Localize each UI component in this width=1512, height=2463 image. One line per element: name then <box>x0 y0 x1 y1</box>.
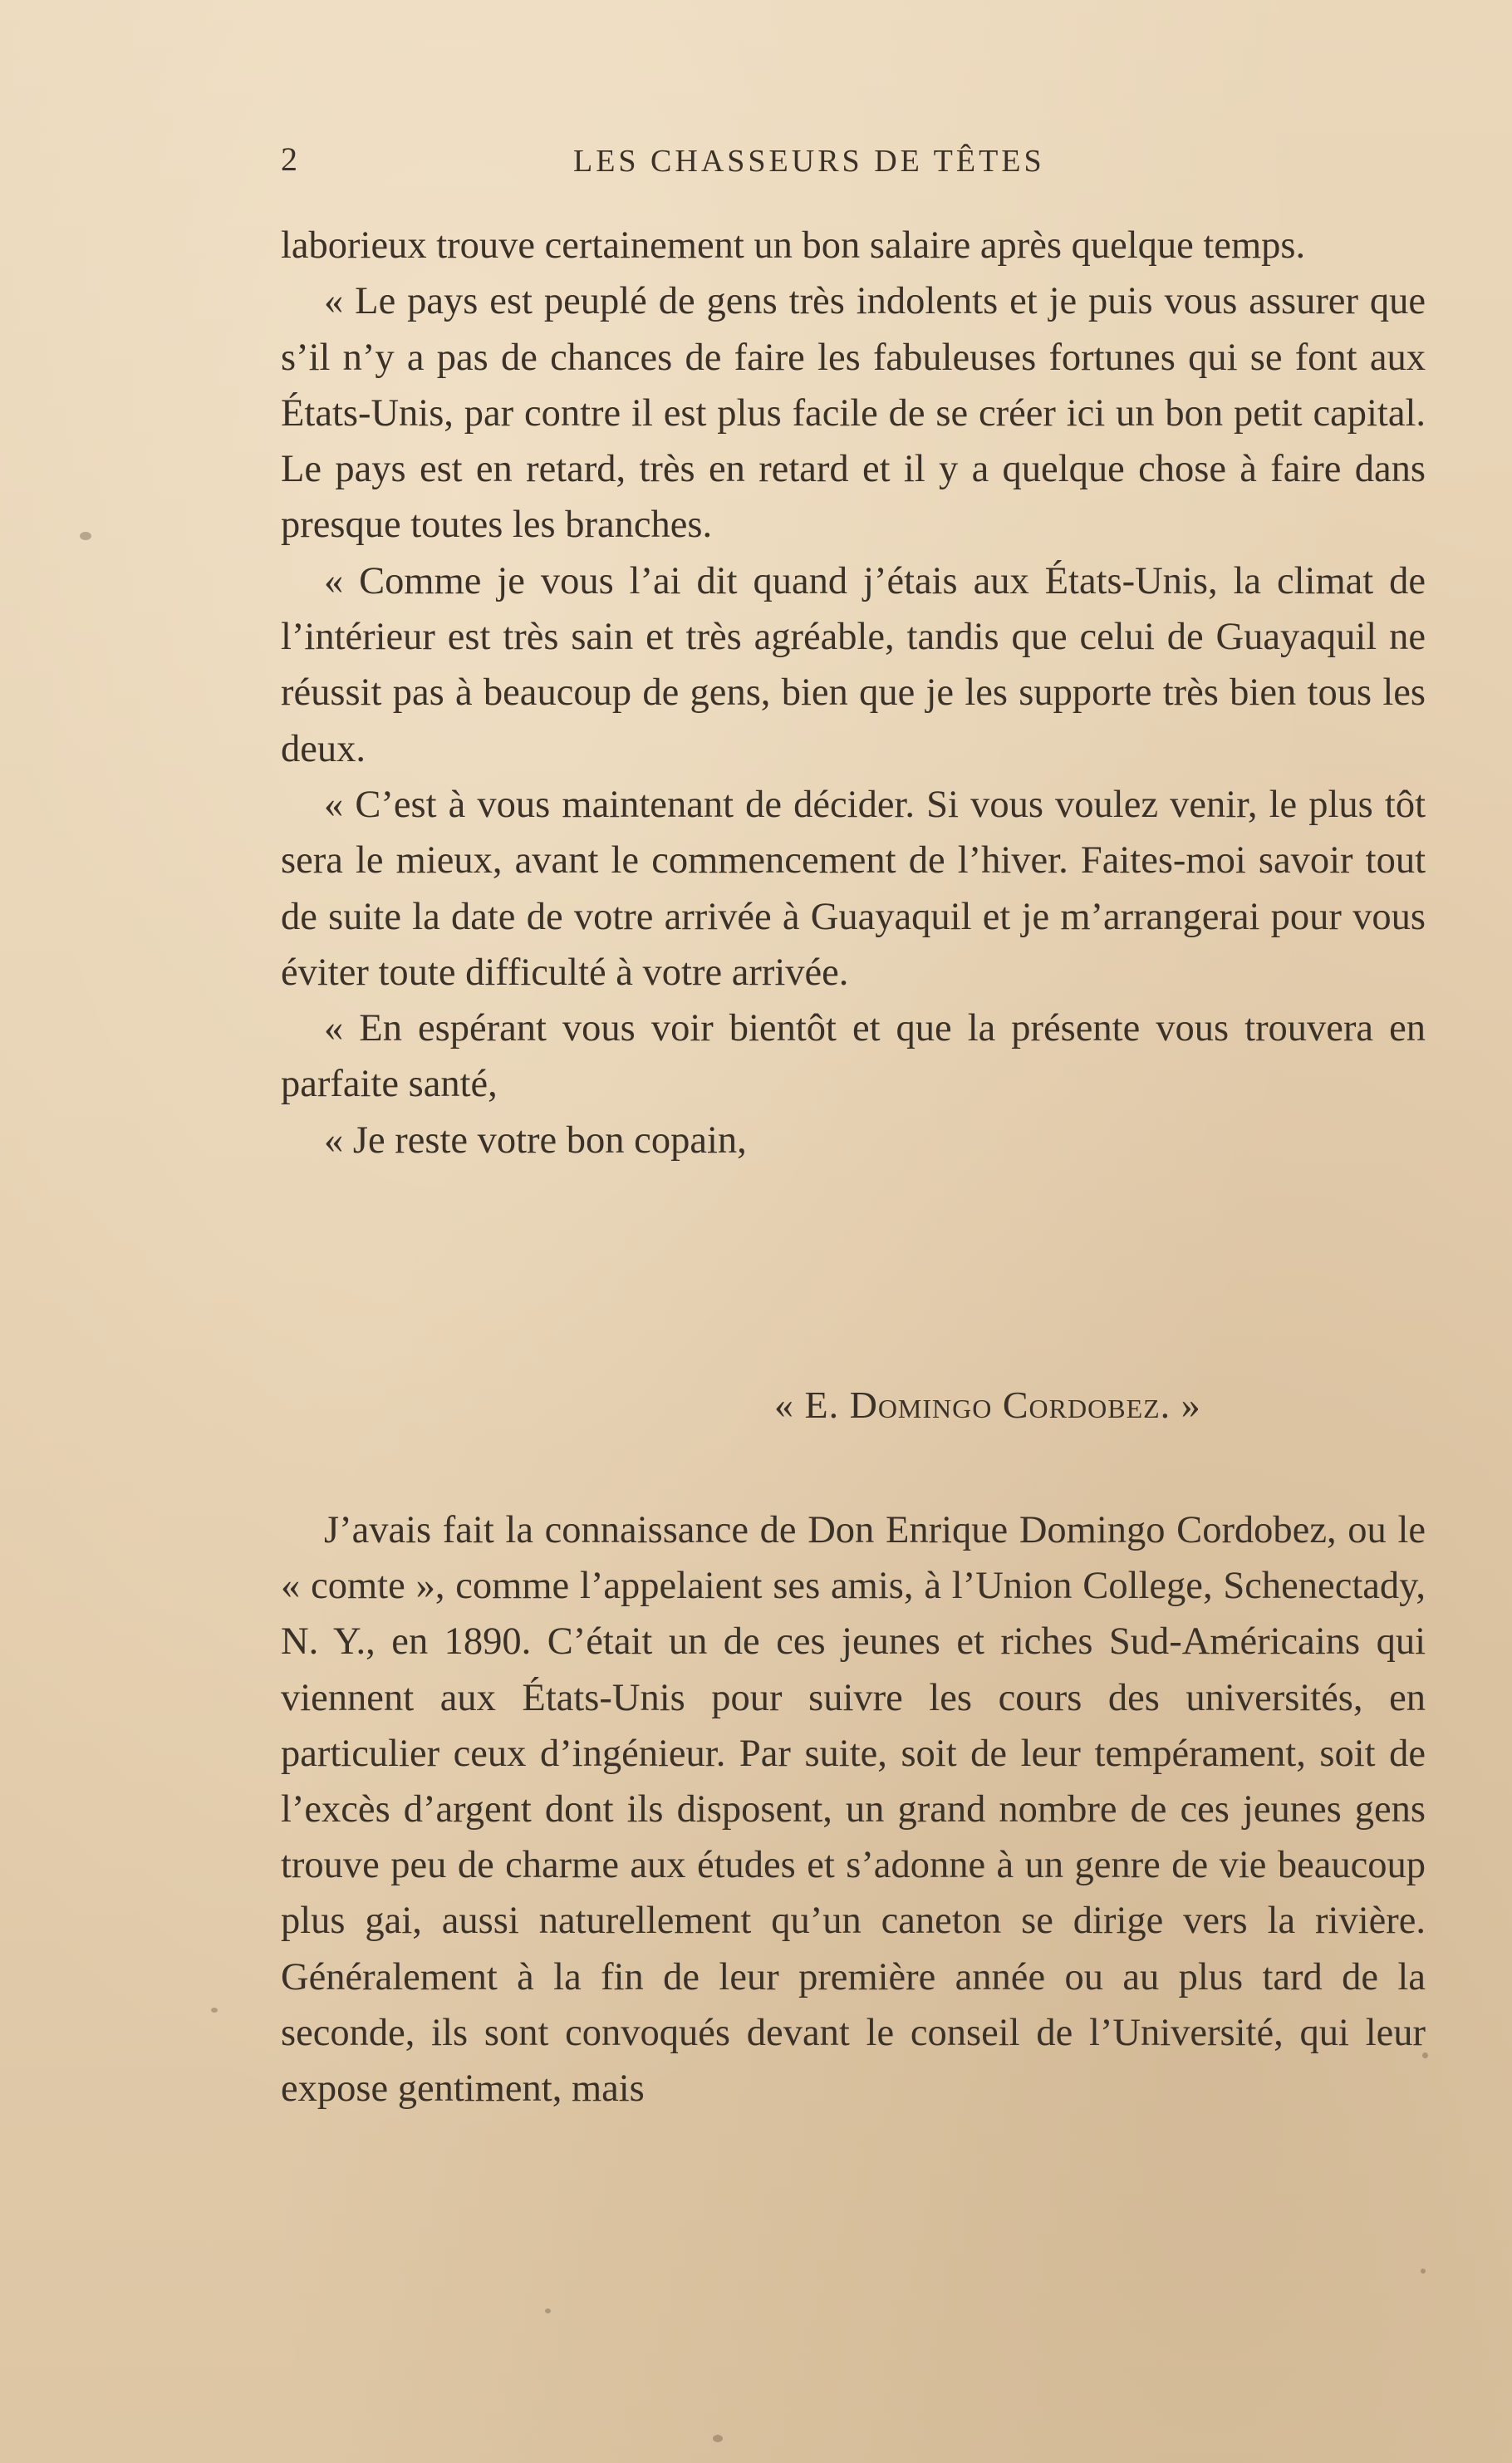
paper-speck <box>545 2308 551 2313</box>
paper-speck <box>211 2008 218 2013</box>
narrative-text <box>281 1502 1426 2116</box>
letter-paragraph-5: « En espérant vous voir bientôt et que la présente vous trouvera en parfaite santé, <box>281 1007 1426 1106</box>
letter-paragraph-1: laborieux trouve certainement un bon salaire après quelque temps. <box>281 224 1306 267</box>
letter-paragraph-6: « Je reste votre bon copain, <box>324 1118 747 1162</box>
page-header <box>281 140 1427 186</box>
page-number: 2 <box>281 140 298 178</box>
letter-signature: « E. Domingo Cordobez. » <box>774 1384 1201 1426</box>
paper-speck <box>713 2435 723 2442</box>
paper-speck <box>1421 2269 1426 2274</box>
narrative-paragraph: J’avais fait la connaissance de Don Enrique Domingo Cordobez, ou le « comte », comme l’appelaient ses amis, à l’Union College, Schenectady, N. Y., en 1890. C’était un de ces jeunes et riches Sud-Américains qui viennent aux États-Unis pour suivre les cours des universités, en particulier ceux d’ingénieur. Par suite, soit de leur tempérament, soit de l’excès d’argent dont ils disposent, un grand nombre de ces jeunes gens trouve peu de charme aux études et s’adonne à un genre de vie beaucoup plus gai, aussi naturellement qu’un caneton se dirige vers la rivière. Généralement à la fin de leur première année ou au plus tard de la seconde, ils sont convoqués devant le conseil de l’Université, qui leur expose gentiment, mais <box>281 1509 1426 2111</box>
paper-speck <box>1422 2052 1428 2058</box>
paper-speck <box>80 532 91 540</box>
letter-paragraph-3: « Comme je vous l’ai dit quand j’étais aux États-Unis, la climat de l’intérieur est très sain et très agréable, tandis que celui de Guayaquil ne réussit pas à beaucoup de gens, bien que je les supporte très bien tous les deux. <box>281 559 1426 770</box>
running-title: LES CHASSEURS DE TÊTES <box>573 144 1045 179</box>
letter-text <box>281 218 1426 1168</box>
letter-paragraph-2: « Le pays est peuplé de gens très indolents et je puis vous assurer que s’il n’y a pas de chances de faire les fabuleuses fortunes qui se font aux États-Unis, par contre il est plus facile de se créer ici un bon petit capital. Le pays est en retard, très en retard et il y a quelque chose à faire dans presque toutes les branches. <box>281 280 1426 547</box>
letter-paragraph-4: « C’est à vous maintenant de décider. Si vous voulez venir, le plus tôt sera le mieux, avant le commencement de l’hiver. Faites-moi savoir tout de suite la date de votre arrivée à Guayaquil et je m’arrangerai pour vous éviter toute difficulté à votre arrivée. <box>281 783 1426 994</box>
